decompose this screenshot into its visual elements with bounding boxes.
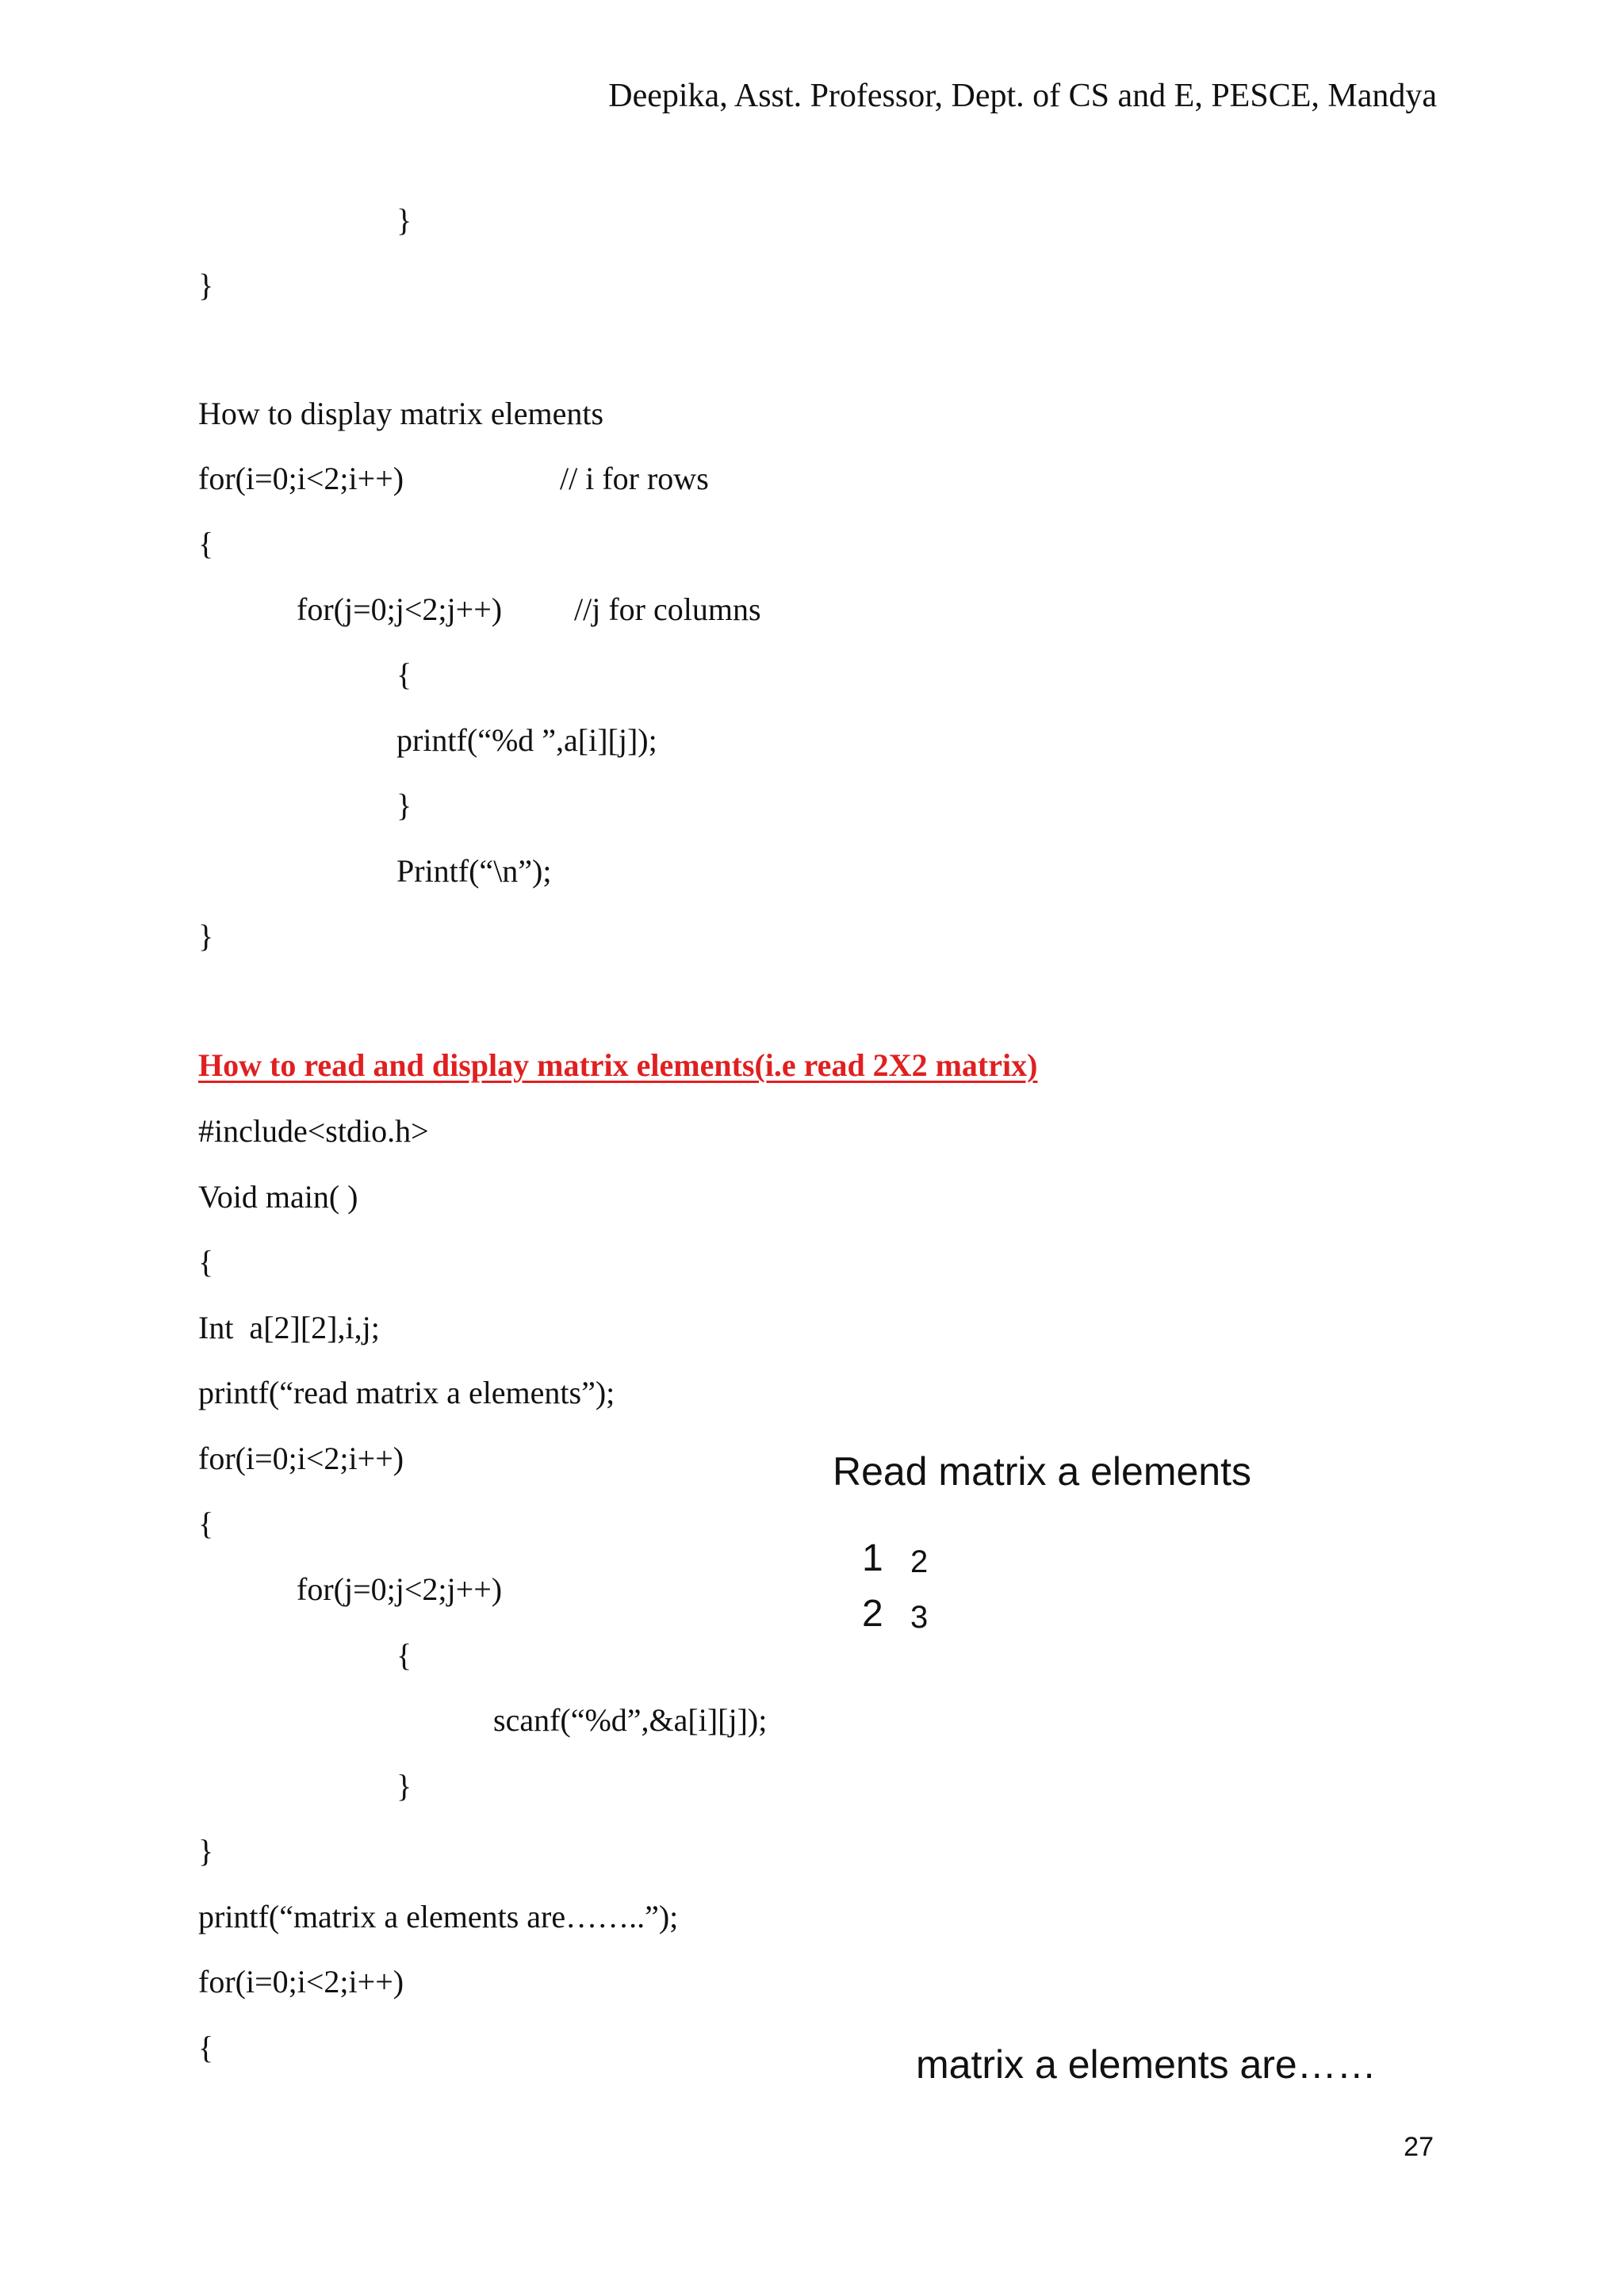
code-line: { bbox=[198, 1506, 214, 1541]
code-line: for(i=0;i<2;i++) bbox=[198, 1964, 404, 1999]
code-line: printf(“read matrix a elements”); bbox=[198, 1375, 615, 1410]
code-line: for(i=0;i<2;i++) bbox=[198, 1441, 404, 1476]
page-number: 27 bbox=[1404, 2132, 1434, 2162]
matrix-cell: 2 bbox=[862, 1593, 883, 1635]
code-line: } bbox=[198, 1833, 214, 1869]
code-line: { bbox=[198, 1244, 214, 1280]
code-line: for(j=0;j<2;j++) bbox=[297, 591, 503, 627]
code-comment: // i for rows bbox=[560, 461, 709, 496]
matrix-cell: 2 bbox=[910, 1544, 929, 1579]
code-line: for(i=0;i<2;i++) bbox=[198, 461, 404, 496]
code-line: Printf(“\n”); bbox=[396, 853, 552, 889]
output-result-title: matrix a elements are…… bbox=[916, 2042, 1377, 2087]
code-line: printf(“matrix a elements are……..”); bbox=[198, 1899, 679, 1934]
code-comment: //j for columns bbox=[574, 591, 761, 627]
matrix-cell: 3 bbox=[910, 1600, 929, 1635]
code-line: { bbox=[396, 1637, 412, 1673]
section-title: How to display matrix elements bbox=[198, 396, 604, 431]
code-line: } bbox=[396, 1768, 412, 1804]
code-line: } bbox=[396, 787, 412, 823]
code-line: #include<stdio.h> bbox=[198, 1113, 429, 1149]
code-line: { bbox=[396, 656, 412, 692]
code-line: scanf(“%d”,&a[i][j]); bbox=[493, 1702, 768, 1738]
code-line: printf(“%d ”,a[i][j]); bbox=[396, 722, 657, 758]
code-line: } bbox=[198, 918, 214, 954]
output-prompt: Read matrix a elements bbox=[833, 1449, 1252, 1494]
section-heading: How to read and display matrix elements(i.e read 2X2 matrix) bbox=[198, 1047, 1038, 1083]
code-line: } bbox=[396, 202, 412, 238]
matrix-cell: 1 bbox=[862, 1537, 883, 1579]
code-line: Void main( ) bbox=[198, 1179, 358, 1215]
code-line: { bbox=[198, 526, 214, 561]
code-line: for(j=0;j<2;j++) bbox=[297, 1571, 503, 1607]
code-line: { bbox=[198, 2030, 214, 2065]
page-header: Deepika, Asst. Professor, Dept. of CS and E, PESCE, Mandya bbox=[608, 78, 1437, 114]
code-line: } bbox=[198, 267, 214, 303]
code-line: Int a[2][2],i,j; bbox=[198, 1310, 380, 1345]
